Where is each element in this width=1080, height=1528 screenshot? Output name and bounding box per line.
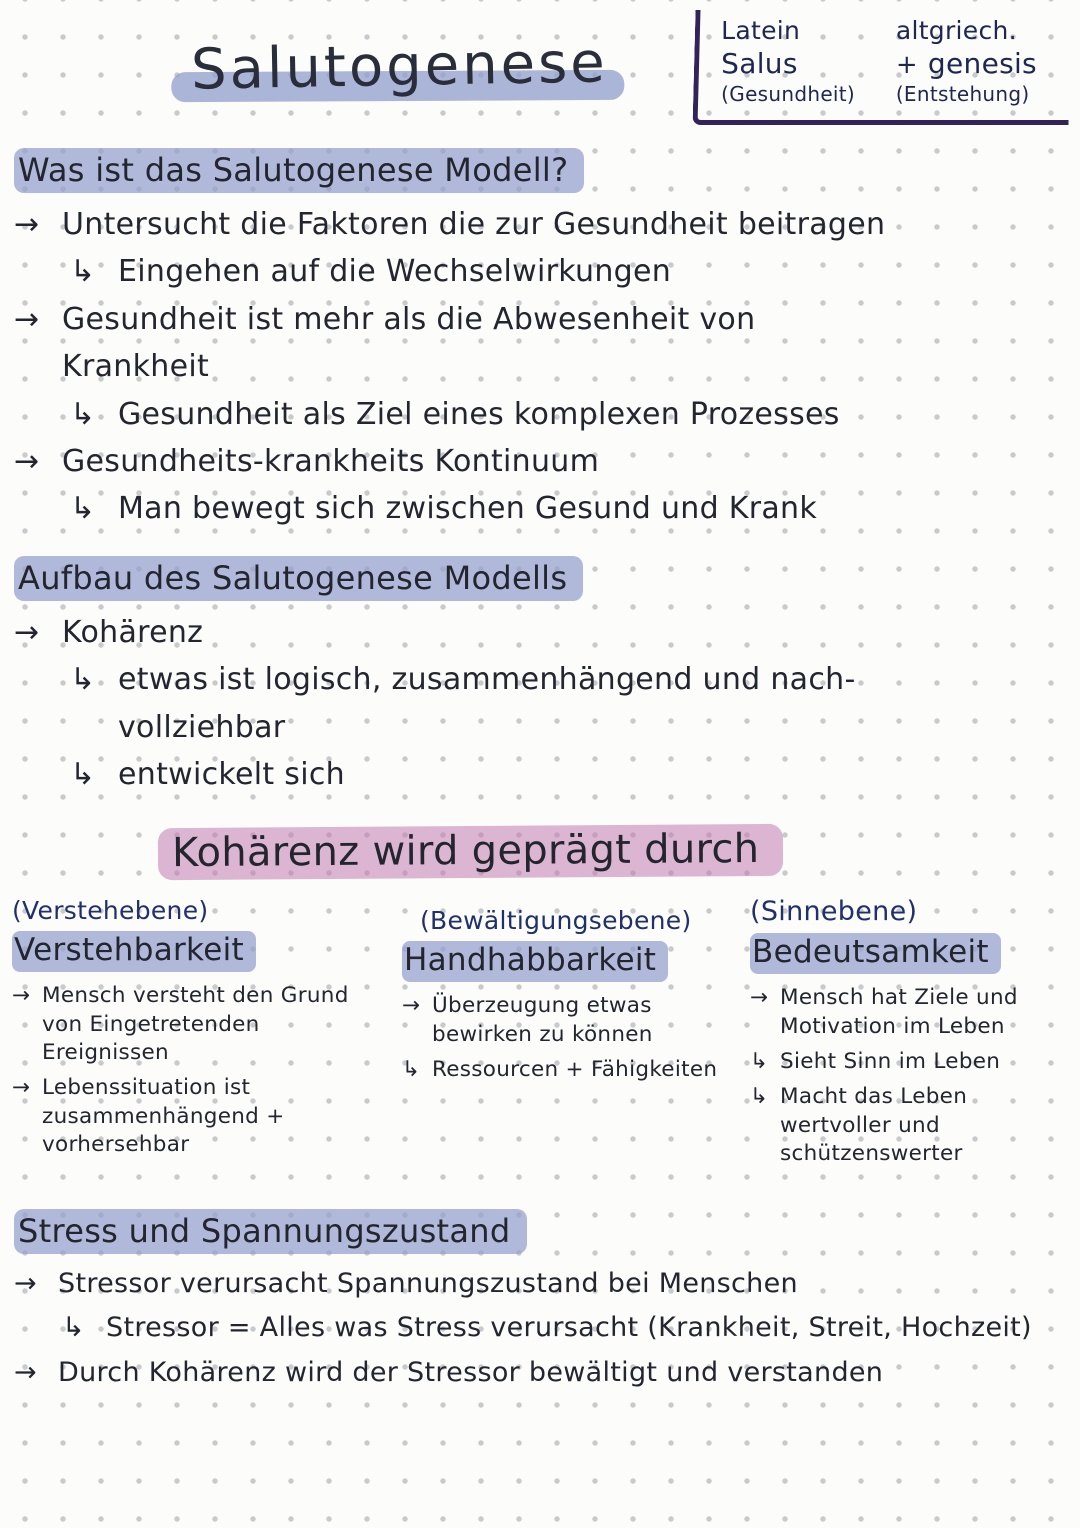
note-text: Krankheit — [62, 349, 210, 385]
column-item — [750, 1048, 1074, 1076]
column-item-text: Macht das Leben wertvoller und schützenswerter — [780, 1084, 968, 1167]
etymology-greek-meaning: (Entstehung) — [895, 82, 1030, 106]
column-item-text: Mensch hat Ziele und Motivation im Leben — [780, 985, 1018, 1039]
etymology-latin-word: Salus — [721, 47, 798, 80]
note-text: vollziehbar — [118, 709, 286, 745]
etymology-greek-word — [896, 47, 1062, 80]
heading-stress-text: Stress und Spannungszustand — [14, 1209, 527, 1254]
note-text: Untersucht die Faktoren die zur Gesundheit beitragen — [62, 207, 886, 242]
arrow-right-icon: → — [14, 614, 40, 650]
heading-model-structure — [14, 559, 1066, 597]
arrow-right-icon: → — [14, 301, 40, 337]
note-line — [70, 248, 1066, 295]
note-text: Durch Kohärenz wird der Stressor bewältigt und verstanden — [58, 1357, 884, 1389]
note-text: Stressor verursacht Spannungszustand bei Menschen — [58, 1267, 798, 1299]
arrow-right-icon: → — [14, 443, 40, 479]
note-text: Stressor = Alles was Stress verursacht (Krankheit, Streit, Hochzeit) — [106, 1312, 1032, 1344]
etymology-latin-label: Latein — [721, 16, 801, 45]
column-item — [12, 1074, 392, 1159]
arrow-branch-icon: ↳ — [750, 1049, 769, 1075]
column-handhabbarkeit — [402, 896, 740, 1175]
note-text: Kohärenz — [62, 614, 204, 650]
note-line — [14, 343, 1066, 390]
heading-what-text: Was ist das Salutogenese Modell? — [14, 148, 584, 193]
note-line — [14, 201, 1066, 248]
column-item — [750, 984, 1074, 1041]
greek-word-text: genesis — [927, 47, 1037, 80]
arrow-branch-icon: ↳ — [750, 1084, 769, 1110]
note-text: Gesundheit ist mehr als die Abwesenheit von — [62, 301, 756, 337]
page-title: Salutogenese — [178, 30, 620, 103]
column-item-text: Überzeugung etwas bewirken zu können — [432, 993, 653, 1047]
note-line — [70, 751, 1066, 798]
column-item — [402, 1056, 740, 1084]
coherence-banner-wrap — [158, 826, 1080, 878]
column-title-bedeutsamkeit: Bedeutsamkeit — [750, 933, 1001, 974]
arrow-right-icon: → — [14, 1357, 37, 1389]
arrow-branch-icon: ↳ — [70, 396, 96, 432]
coherence-banner: Kohärenz wird geprägt durch — [158, 824, 784, 880]
note-text: Gesundheits-krankheits Kontinuum — [62, 443, 600, 479]
arrow-branch-icon: ↳ — [70, 756, 96, 792]
level-label-bewaeltigungsebene: (Bewältigungsebene) — [420, 906, 692, 936]
section-model-structure — [0, 559, 1080, 799]
etymology-latin-meaning: (Gesundheit) — [721, 82, 856, 106]
note-line — [70, 656, 1066, 703]
arrow-right-icon: → — [14, 1267, 37, 1299]
arrow-right-icon: → — [750, 985, 769, 1011]
note-line — [62, 1306, 1066, 1351]
level-label-verstehebene: (Verstehebene) — [12, 896, 209, 926]
column-item-text: Sieht Sinn im Leben — [780, 1049, 1001, 1075]
note-line — [14, 296, 1066, 343]
note-line — [14, 609, 1066, 656]
column-bedeutsamkeit — [750, 896, 1074, 1175]
column-item — [750, 1083, 1074, 1168]
etymology-box — [692, 10, 1071, 125]
plus-sign: + — [895, 50, 918, 80]
level-label-sinnebene: (Sinnebene) — [750, 896, 918, 928]
note-text: Eingehen auf die Wechselwirkungen — [118, 254, 672, 290]
column-item-text: Ressourcen + Fähigkeiten — [432, 1057, 718, 1083]
etymology-greek-label: altgriech. — [895, 16, 1017, 45]
note-text: Man bewegt sich zwischen Gesund und Krank — [118, 491, 818, 527]
arrow-branch-icon: ↳ — [62, 1312, 85, 1344]
arrow-right-icon: → — [402, 993, 421, 1019]
note-line — [70, 391, 1066, 438]
arrow-branch-icon: ↳ — [402, 1057, 421, 1083]
arrow-right-icon: → — [14, 207, 40, 242]
column-item — [402, 992, 740, 1049]
note-text: entwickelt sich — [118, 756, 345, 792]
note-text: Gesundheit als Ziel eines komplexen Prozesses — [118, 396, 840, 432]
arrow-right-icon: → — [12, 983, 31, 1009]
coherence-columns — [0, 882, 1080, 1175]
heading-structure-text: Aufbau des Salutogenese Modells — [14, 556, 583, 601]
arrow-spacer — [14, 343, 62, 390]
title-wrap — [179, 30, 694, 103]
etymology-grid — [721, 16, 1062, 106]
arrow-branch-icon: ↳ — [70, 662, 96, 698]
note-line — [14, 438, 1066, 485]
note-line — [14, 1262, 1066, 1307]
note-line — [70, 704, 1066, 751]
section-what-is-model — [0, 151, 1080, 533]
column-title-verstehbarkeit: Verstehbarkeit — [12, 931, 256, 972]
page-header — [0, 0, 1080, 125]
column-item-text: Mensch versteht den Grund von Eingetretenden Ereignissen — [42, 983, 349, 1066]
section-stress — [0, 1212, 1080, 1396]
arrow-branch-icon: ↳ — [70, 491, 96, 527]
column-title-handhabbarkeit: Handhabbarkeit — [402, 941, 668, 982]
note-line — [70, 485, 1066, 532]
note-line — [14, 1351, 1066, 1396]
arrow-right-icon: → — [12, 1075, 31, 1101]
arrow-spacer — [70, 704, 118, 751]
column-verstehbarkeit — [12, 896, 392, 1175]
column-item-text: Lebenssituation ist zusammenhängend + vorhersehbar — [42, 1075, 285, 1158]
heading-stress — [14, 1212, 1066, 1250]
heading-what-is-model — [14, 151, 1066, 189]
note-text: etwas ist logisch, zusammenhängend und nach- — [118, 662, 856, 698]
arrow-branch-icon: ↳ — [70, 254, 96, 290]
column-item — [12, 982, 392, 1067]
